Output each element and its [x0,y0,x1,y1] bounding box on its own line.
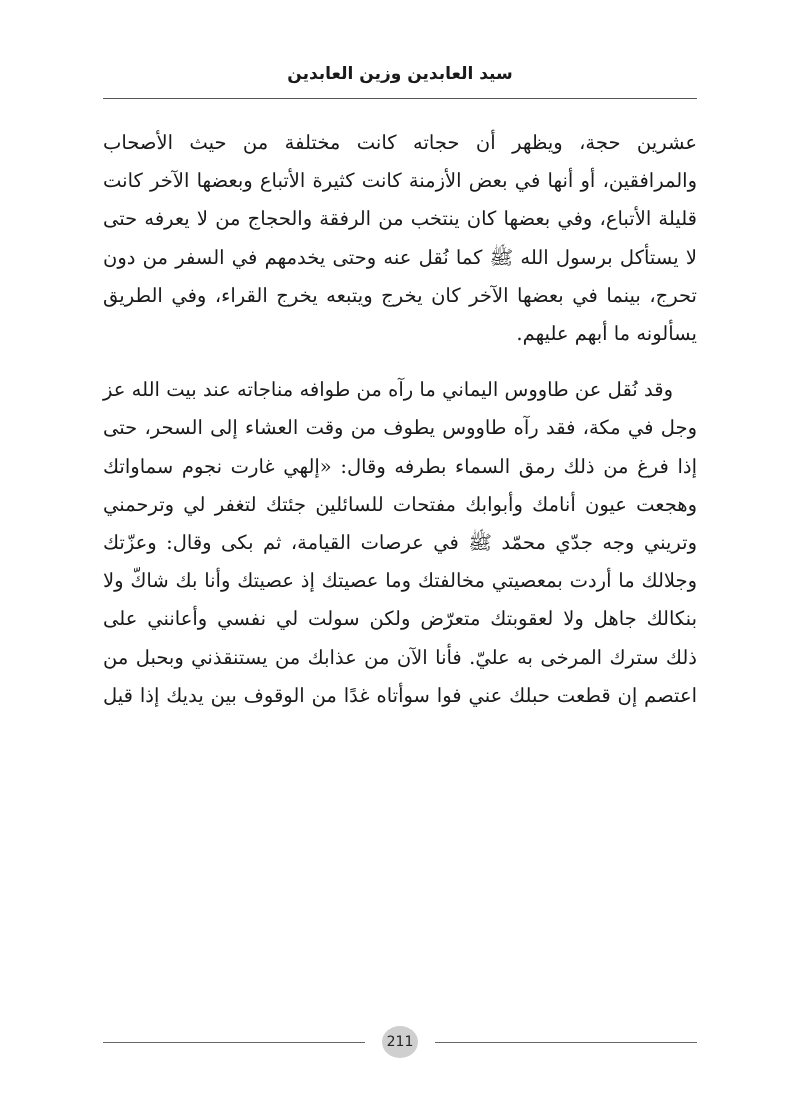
running-header-title: سيد العابدين وزين العابدين [287,64,513,84]
footer-rule-left [103,1042,365,1043]
body-paragraph-1: عشرين حجة، ويظهر أن حجاته كانت مختلفة من حيث الأصحاب والمرافقين، أو أنها في بعض الأزمنة كانت كثيرة الأتباع وبعضها الآخر كانت قليلة الأتباع، وفي بعضها كان ينتخب من الرفقة والحجاج من لا يعرفه حتى لا يستأكل برسول الله ﷺ كما نُقل عنه وحتى يخدمهم في السفر من دون تحرج، بينما في بعضها الآخر كان يخرج ويتبعه يخرج القراء، وفي الطريق يسألونه ما أبهم عليهم. [103,131,697,346]
body-paragraph-2: وقد نُقل عن طاووس اليماني ما رآه من طوافه مناجاته عند بيت الله عز وجل في مكة، فقد رآه طاووس يطوف من وقت العشاء إلى السحر، حتى إذا فرغ من ذلك رمق السماء بطرفه وقال: «إلهي غارت نجوم سماواتك وهجعت عيون أنامك وأبوابك مفتحات للسائلين جئتك لتغفر لي وترحمني وتريني وجه جدّي محمّد ﷺ في عرصات القيامة، ثم بكى وقال: وعزّتك وجلالك ما أردت بمعصيتي مخالفتك وما عصيتك إذ عصيتك وأنا بك شاكّ ولا بنكالك جاهل ولا لعقوبتك متعرّض ولكن سولت لي نفسي وأعانني على ذلك سترك المرخى به عليّ. فأنا الآن من عذابك من يستنقذني وبحبل من اعتصم إن قطعت حبلك عني فوا سوأتاه غدًا من الوقوف بين يديك إذا قيل [103,378,697,707]
footer-rule-right [435,1042,697,1043]
page-number-badge: 211 [382,1026,418,1058]
header-divider [103,98,697,99]
page-body [103,124,697,715]
page-footer [103,1024,697,1060]
